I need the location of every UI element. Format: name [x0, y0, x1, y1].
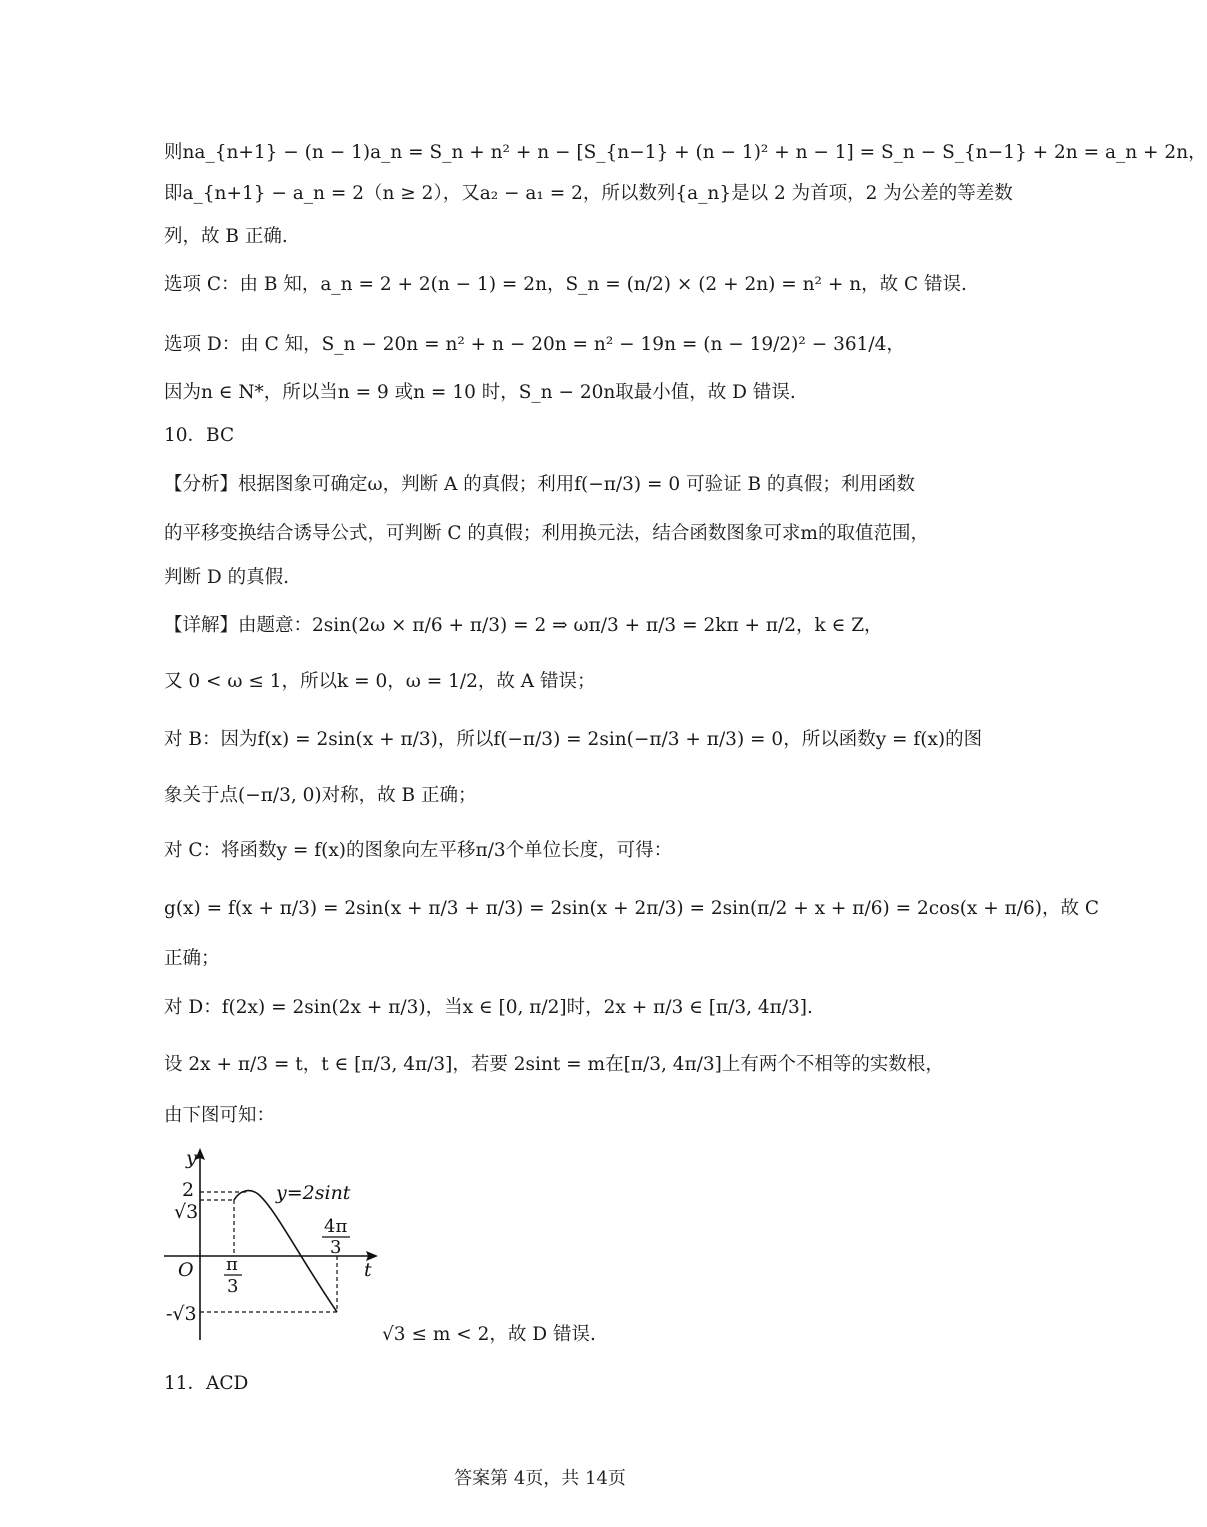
- y-tick-neg-sqrt3: -√3: [166, 1303, 197, 1325]
- y-tick-sqrt3: √3: [174, 1201, 199, 1223]
- x-tick-pi3-num: π: [226, 1254, 238, 1275]
- line-5: 选项 D：由 C 知，S_n − 20n = n² + n − 20n = n² − 19n = (n − 19/2)² − 361/4，: [164, 334, 905, 355]
- y-tick-2: 2: [182, 1179, 195, 1201]
- line-6: 因为n ∈ N*，所以当n = 9 或n = 10 时，S_n − 20n取最小值，故 D 错误.: [164, 382, 796, 403]
- detail-line-5: 对 C：将函数y = f(x)的图象向左平移π/3个单位长度，可得：: [164, 840, 673, 861]
- detail-line-3: 对 B：因为f(x) = 2sin(x + π/3)，所以f(−π/3) = 2sin(−π/3 + π/3) = 0，所以函数y = f(x)的图: [164, 729, 983, 750]
- guide-lines: [200, 1192, 337, 1312]
- x-tick-4pi3-den: 3: [330, 1237, 342, 1258]
- detail-line-4: 象关于点(−π/3, 0)对称，故 B 正确；: [164, 785, 477, 806]
- sine-graph: [160, 1140, 390, 1350]
- analysis-line-1: 【分析】根据图象可确定ω，判断 A 的真假；利用f(−π/3) = 0 可验证 B 的真假；利用函数: [164, 474, 915, 495]
- page-footer: 答案第 4页，共 14页: [454, 1468, 626, 1489]
- sine-curve: [234, 1191, 337, 1312]
- detail-line-6: g(x) = f(x + π/3) = 2sin(x + π/3 + π/3) = 2sin(x + 2π/3) = 2sin(π/2 + x + π/6) = 2cos(x + π/6)，故 C: [164, 898, 1100, 919]
- t-axis-label: t: [364, 1259, 372, 1281]
- detail-line-1: 【详解】由题意：2sin(2ω × π/6 + π/3) = 2 ⇒ ωπ/3 + π/3 = 2kπ + π/2，k ∈ Z，: [164, 615, 883, 636]
- t-axis: [164, 1251, 378, 1261]
- line-2: 即a_{n+1} − a_n = 2（n ≥ 2），又a₂ − a₁ = 2，所以数列{a_n}是以 2 为首项，2 为公差的等差数: [164, 183, 1013, 204]
- detail-line-10: 由下图可知：: [164, 1105, 276, 1126]
- detail-line-7: 正确；: [164, 948, 220, 969]
- detail-line-9: 设 2x + π/3 = t，t ∈ [π/3, 4π/3]，若要 2sint = m在[π/3, 4π/3]上有两个不相等的实数根，: [164, 1054, 944, 1075]
- origin-label: O: [178, 1259, 194, 1281]
- line-3: 列，故 B 正确.: [164, 226, 288, 247]
- line-1: 则na_{n+1} − (n − 1)a_n = S_n + n² + n − [S_{n−1} + (n − 1)² + n − 1] = S_n − S_{n−1} + 2n = a_n + 2n，: [164, 142, 1207, 163]
- y-axis-label: y: [186, 1147, 197, 1169]
- answer-10: 10．BC: [164, 425, 235, 446]
- detail-line-2: 又 0 < ω ≤ 1，所以k = 0，ω = 1/2，故 A 错误；: [164, 671, 596, 692]
- line-4: 选项 C：由 B 知，a_n = 2 + 2(n − 1) = 2n，S_n = (n/2) × (2 + 2n) = n² + n，故 C 错误.: [164, 274, 967, 295]
- conclusion: √3 ≤ m < 2，故 D 错误.: [382, 1324, 596, 1345]
- x-tick-pi3-den: 3: [227, 1276, 239, 1297]
- analysis-line-2: 的平移变换结合诱导公式，可判断 C 的真假；利用换元法，结合函数图象可求m的取值范围，: [164, 523, 929, 544]
- detail-line-8: 对 D：f(2x) = 2sin(2x + π/3)，当x ∈ [0, π/2]时，2x + π/3 ∈ [π/3, 4π/3].: [164, 997, 813, 1018]
- answer-11: 11．ACD: [164, 1373, 249, 1394]
- curve-label: y=2sint: [276, 1182, 351, 1204]
- analysis-line-3: 判断 D 的真假.: [164, 567, 289, 588]
- x-tick-4pi3-num: 4π: [324, 1216, 348, 1237]
